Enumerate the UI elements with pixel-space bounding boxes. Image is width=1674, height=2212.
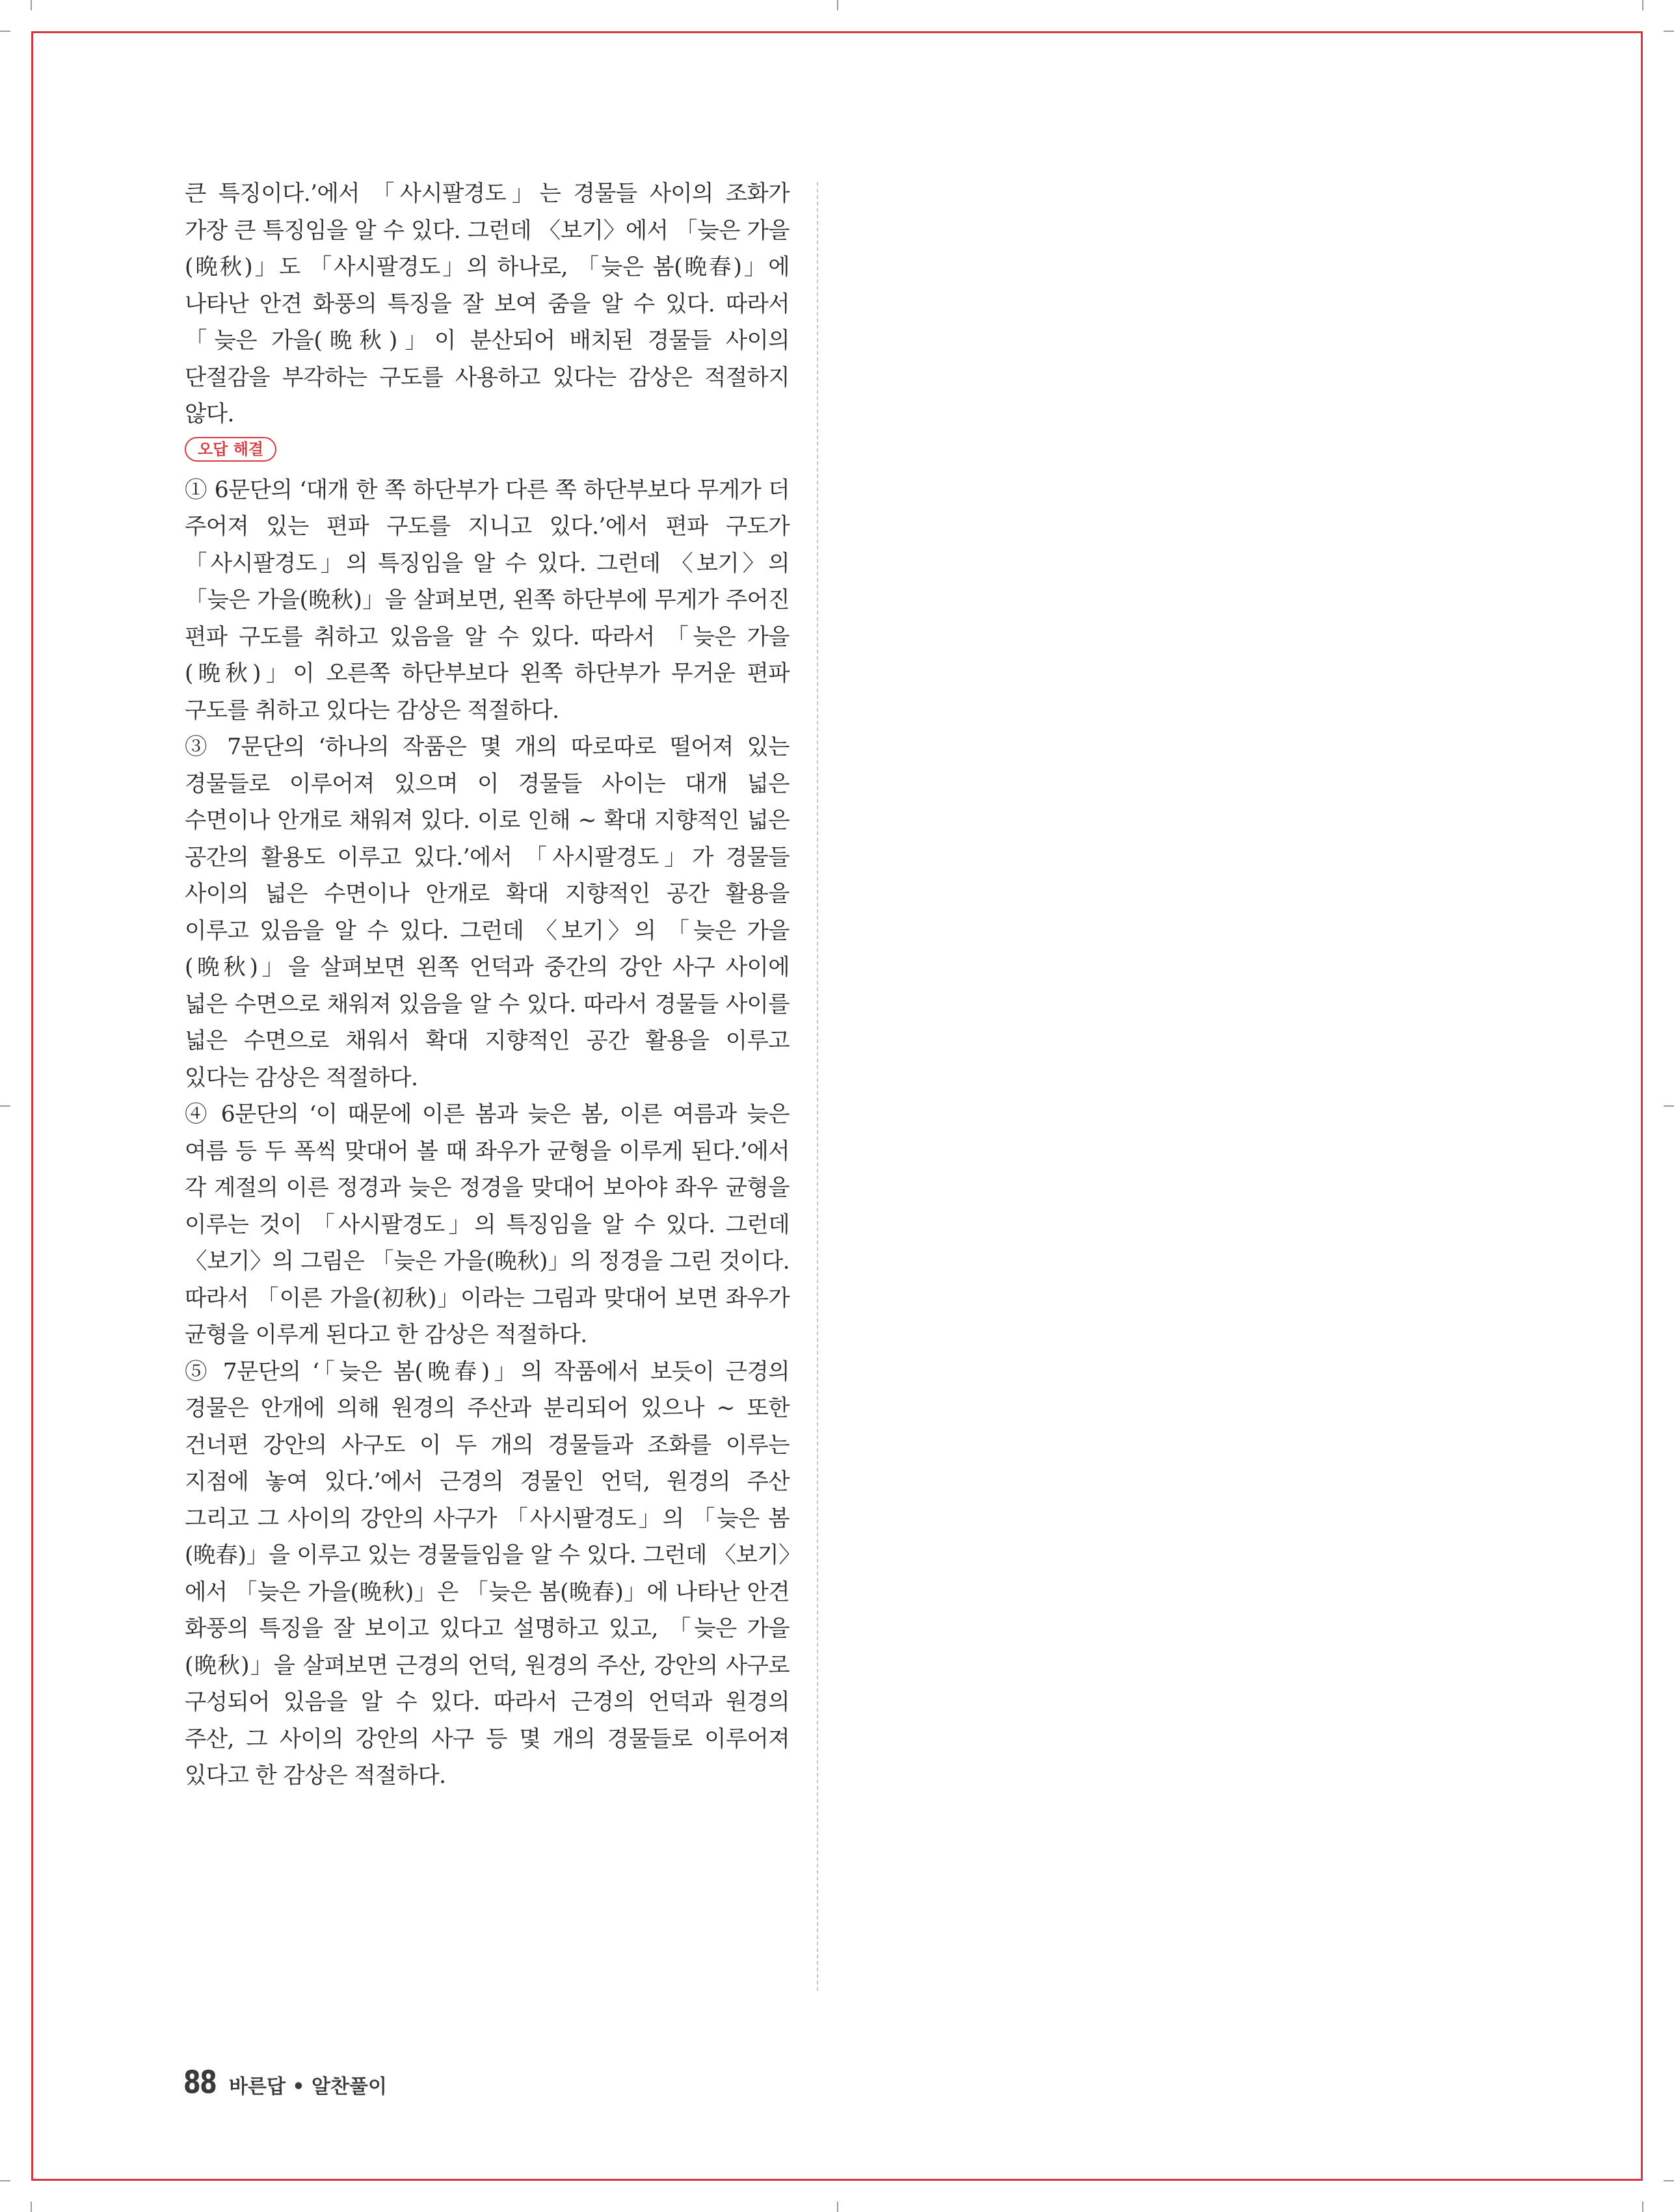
crop-mark [837,2202,838,2212]
wrong-answer-badge: 오답 해결 [185,437,276,462]
crop-mark [1664,2180,1674,2181]
crop-mark [0,1105,10,1107]
explanation-item-1: ① 6문단의 ‘대개 한 쪽 하단부가 다른 쪽 하단부보다 무게가 더 주어져 있는 편파 구도를 지니고 있다.’에서 편파 구도가 「사시팔경도」의 특징임을 알 수 있다. 그런데 〈보기〉의 「늦은 가을(晩秋)」을 살펴보면, 왼쪽 하단부에 무게가 주어진 편파 구도를 취하고 있음을 알 수 있다. 따라서 「늦은 가을(晩秋)」이 오른쪽 하단부보다 왼쪽 하단부가 무거운 편파 구도를 취하고 있다는 감상은 적절하다. [185,477,790,724]
column-divider [817,182,818,1991]
badge-row [185,437,790,466]
explanation-item-4: ④ 6문단의 ‘이 때문에 이른 봄과 늦은 봄, 이른 여름과 늦은 여름 등 두 폭씩 맞대어 볼 때 좌우가 균형을 이루게 된다.’에서 각 계절의 이른 정경과 늦은 정경을 맞대어 보아야 좌우 균형을 이루는 것이 「사시팔경도」의 특징임을 알 수 있다. 그런데 〈보기〉의 그림은 「늦은 가을(晩秋)」의 정경을 그린 것이다. 따라서 「이른 가을(初秋)」이라는 그림과 맞대어 보면 좌우가 균형을 이루게 된다고 한 감상은 적절하다. [185,1101,790,1348]
crop-mark [1642,2202,1643,2212]
crop-mark [1642,0,1643,10]
page-footer [183,2064,387,2103]
crop-mark [1664,1105,1674,1107]
crop-mark [31,0,32,10]
page-number: 88 [183,2064,217,2101]
crop-mark [0,2180,10,2181]
crop-mark [0,31,10,32]
book-title: 바른답 • 알찬풀이 [229,2075,387,2098]
explanation-item-5: ⑤ 7문단의 ‘「늦은 봄(晩春)」의 작품에서 보듯이 근경의 경물은 안개에 의해 원경의 주산과 분리되어 있으나 ~ 또한 건너편 강안의 사구도 이 두 개의 경물들과 조화를 이루는 지점에 놓여 있다.’에서 근경의 경물인 언덕, 원경의 주산 그리고 그 사이의 강안의 사구가 「사시팔경도」의 「늦은 봄(晩春)」을 이루고 있는 경물들임을 알 수 있다. 그런데 〈보기〉에서 「늦은 가을(晩秋)」은 「늦은 봄(晩春)」에 나타난 안견 화풍의 특징을 잘 보이고 있다고 설명하고 있고, 「늦은 가을(晩秋)」을 살펴보면 근경의 언덕, 원경의 주산, 강안의 사구로 구성되어 있음을 알 수 있다. 따라서 근경의 언덕과 원경의 주산, 그 사이의 강안의 사구 등 몇 개의 경물들로 이루어져 있다고 한 감상은 적절하다. [185,1358,790,1789]
crop-mark [31,2202,32,2212]
crop-mark [837,0,838,10]
intro-paragraph: 큰 특징이다.’에서 「사시팔경도」는 경물들 사이의 조화가 가장 큰 특징임을 알 수 있다. 그런데 〈보기〉에서 「늦은 가을(晩秋)」도 「사시팔경도」의 하나로, 「늦은 봄(晩春)」에 나타난 안견 화풍의 특징을 잘 보여 줌을 알 수 있다. 따라서 「늦은 가을(晩秋)」이 분산되어 배치된 경물들 사이의 단절감을 부각하는 구도를 사용하고 있다는 감상은 적절하지 않다. [185,181,790,427]
answer-column [185,176,790,1795]
crop-mark [1664,31,1674,32]
explanation-item-3: ③ 7문단의 ‘하나의 작품은 몇 개의 따로따로 떨어져 있는 경물들로 이루어져 있으며 이 경물들 사이는 대개 넓은 수면이나 안개로 채워져 있다. 이로 인해 ~ 확대 지향적인 넓은 공간의 활용도 이루고 있다.’에서 「사시팔경도」가 경물들 사이의 넓은 수면이나 안개로 확대 지향적인 공간 활용을 이루고 있음을 알 수 있다. 그런데 〈보기〉의 「늦은 가을(晩秋)」을 살펴보면 왼쪽 언덕과 중간의 강안 사구 사이에 넓은 수면으로 채워져 있음을 알 수 있다. 따라서 경물들 사이를 넓은 수면으로 채워서 확대 지향적인 공간 활용을 이루고 있다는 감상은 적절하다. [185,734,790,1091]
